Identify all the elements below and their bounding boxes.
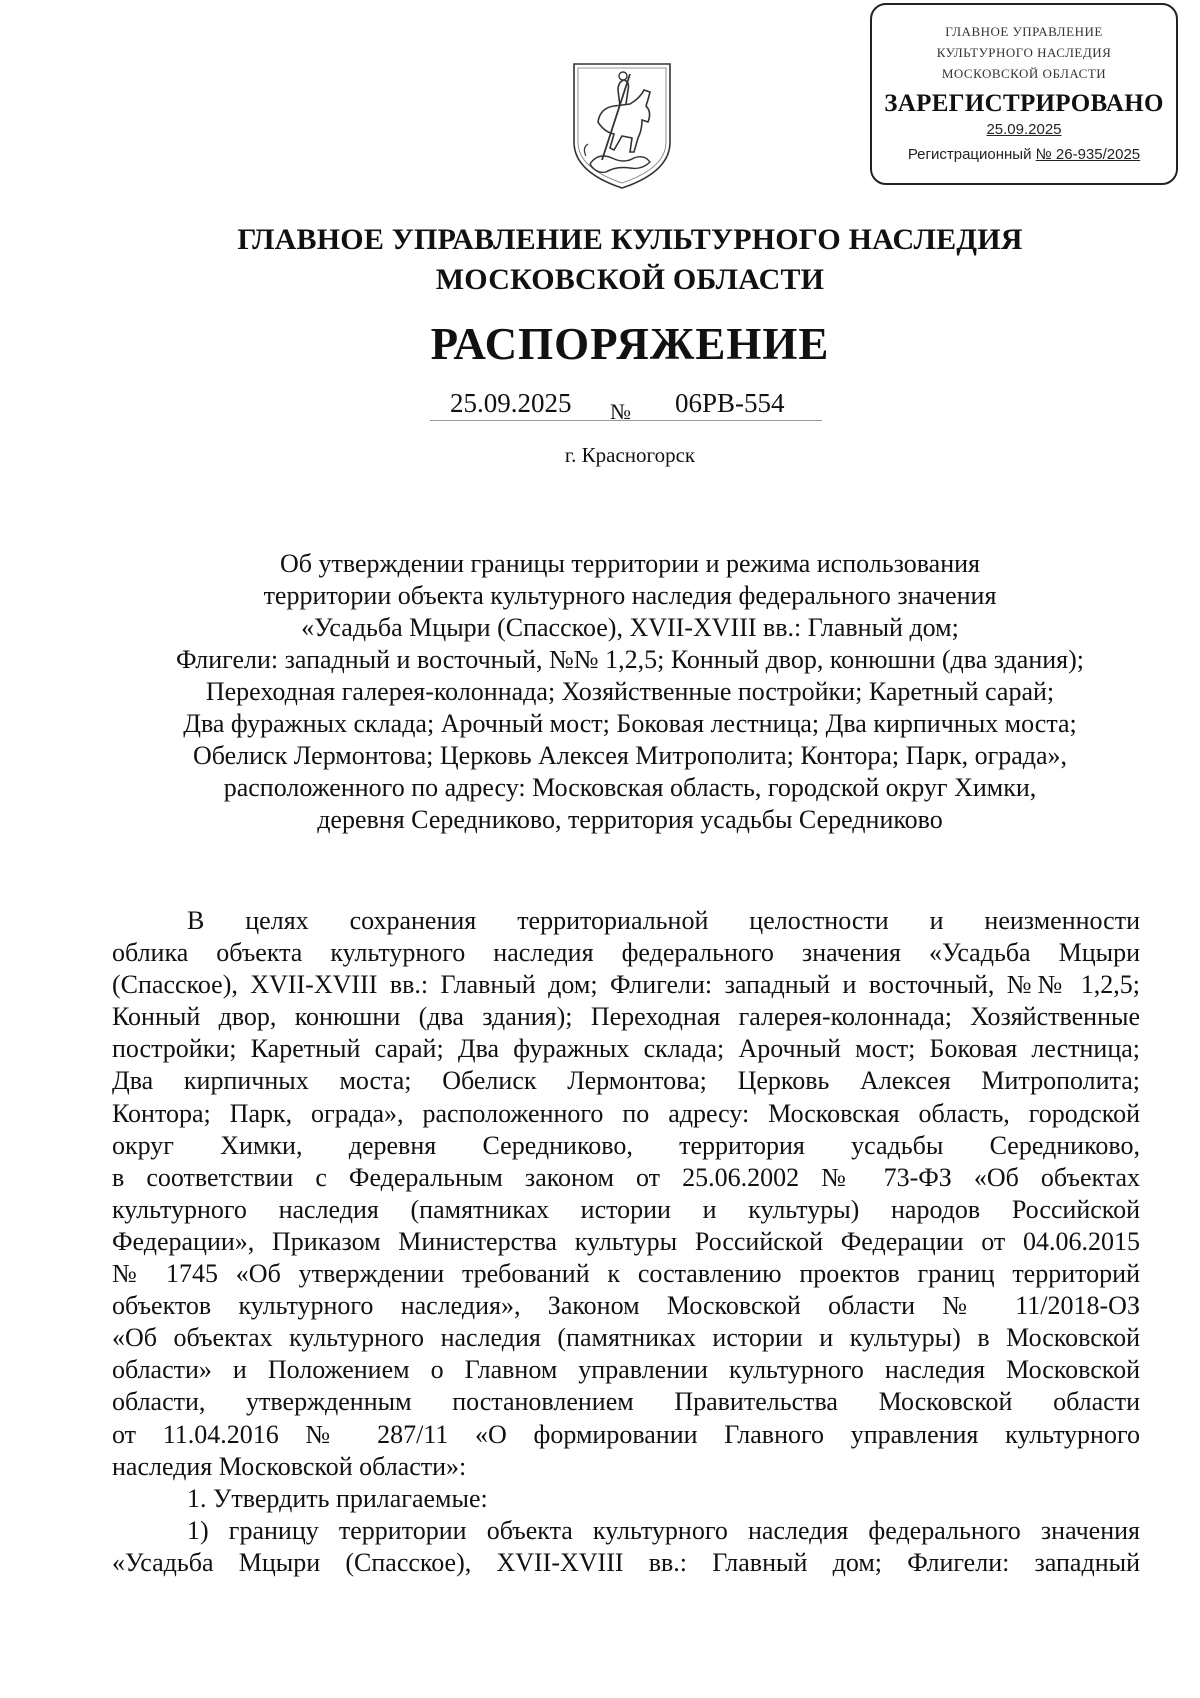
document-number: 06РВ-554 (675, 388, 785, 418)
stamp-status: ЗАРЕГИСТРИРОВАНО (884, 90, 1164, 117)
subject-line: Переходная галерея-колоннада; Хозяйственные постройки; Каретный сарай; (205, 677, 1055, 706)
stamp-reg-label: Регистрационный (907, 146, 1032, 163)
registration-stamp (870, 3, 1178, 185)
stamp-org-line: КУЛЬТУРНОГО НАСЛЕДИЯ (936, 45, 1112, 60)
organization-title-line: ГЛАВНОЕ УПРАВЛЕНИЕ КУЛЬТУРНОГО НАСЛЕДИЯ (237, 223, 1023, 256)
body-line: объектов культурного наследия», Законом Московской области № 11/2018-ОЗ (112, 1291, 1140, 1321)
stamp-reg-number (872, 146, 1176, 163)
subject-line: территории объекта культурного наследия федерального значения (263, 581, 997, 610)
document-subject (100, 548, 1160, 836)
document-type: РАСПОРЯЖЕНИЕ (430, 319, 830, 369)
document-date-number (430, 388, 822, 424)
organization-title (0, 220, 1200, 300)
subject-line: расположенного по адресу: Московская область, городской округ Химки, (223, 773, 1037, 802)
body-line: 1) границу территории объекта культурного наследия федерального значения (187, 1515, 1140, 1545)
coat-of-arms-emblem (568, 60, 676, 195)
stamp-reg-value: № 26-935/2025 (1035, 146, 1141, 163)
body-line: области» и Положением о Главном управлении культурного наследия Московской (112, 1355, 1140, 1385)
document-number-label: № (610, 399, 631, 424)
document-city: г. Красногорск (564, 443, 696, 467)
body-line: Два кирпичных моста; Обелиск Лермонтова; Церковь Алексея Митрополита; (112, 1066, 1140, 1096)
stamp-date: 25.09.2025 (986, 121, 1062, 138)
body-line: области, утвержденным постановлением Правительства Московской области (112, 1387, 1140, 1417)
subject-line: деревня Середниково, территория усадьбы Середниково (317, 805, 943, 834)
body-line: округ Химки, деревня Середниково, территория усадьбы Середниково, (112, 1130, 1140, 1160)
body-line: культурного наследия (памятниках истории и культуры) народов Российской (112, 1194, 1140, 1224)
subject-line: Обелиск Лермонтова; Церковь Алексея Митрополита; Контора; Парк, ограда», (192, 741, 1068, 770)
body-line: постройки; Каретный сарай; Два фуражных склада; Арочный мост; Боковая лестница; (112, 1034, 1140, 1064)
body-line: облика объекта культурного наследия федерального значения «Усадьба Мцыри (112, 938, 1140, 968)
organization-title-line: МОСКОВСКОЙ ОБЛАСТИ (435, 263, 825, 296)
body-line: Федерации», Приказом Министерства культуры Российской Федерации от 04.06.2015 (112, 1226, 1140, 1256)
subject-line: Об утверждении границы территории и режима использования (280, 549, 980, 578)
body-line: «Об объектах культурного наследия (памятниках истории и культуры) в Московской (112, 1323, 1140, 1353)
subject-line: Флигели: западный и восточный, №№ 1,2,5; Конный двор, конюшни (два здания); (176, 645, 1084, 674)
body-line: «Усадьба Мцыри (Спасское), XVII-XVIII вв.: Главный дом; Флигели: западный (112, 1547, 1140, 1577)
body-line: Конный двор, конюшни (два здания); Переходная галерея-колоннада; Хозяйственные (112, 1002, 1140, 1032)
document-body (112, 905, 1140, 1579)
document-date: 25.09.2025 (450, 388, 572, 418)
stamp-org-line: МОСКОВСКОЙ ОБЛАСТИ (941, 66, 1107, 81)
body-line: от 11.04.2016 № 287/11 «О формировании Главного управления культурного (112, 1419, 1140, 1449)
subject-line: «Усадьба Мцыри (Спасское), XVII-XVIII вв.: Главный дом; (301, 613, 959, 642)
stamp-org-line: ГЛАВНОЕ УПРАВЛЕНИЕ (945, 24, 1103, 39)
body-line: (Спасское), XVII-XVIII вв.: Главный дом; Флигели: западный и восточный, №№ 1,2,5; (112, 970, 1140, 1000)
body-line: № 1745 «Об утверждении требований к составлению проектов границ территорий (112, 1259, 1140, 1289)
subject-line: Два фуражных склада; Арочный мост; Боковая лестница; Два кирпичных моста; (183, 709, 1077, 738)
body-line: В целях сохранения территориальной целостности и неизменности (187, 906, 1140, 935)
body-line: Контора; Парк, ограда», расположенного по адресу: Московская область, городской (112, 1098, 1140, 1128)
body-line: 1. Утвердить прилагаемые: (187, 1483, 488, 1513)
body-line: наследия Московской области»: (112, 1451, 467, 1481)
body-line: в соответствии с Федеральным законом от 25.06.2002 № 73-ФЗ «Об объектах (112, 1162, 1140, 1192)
